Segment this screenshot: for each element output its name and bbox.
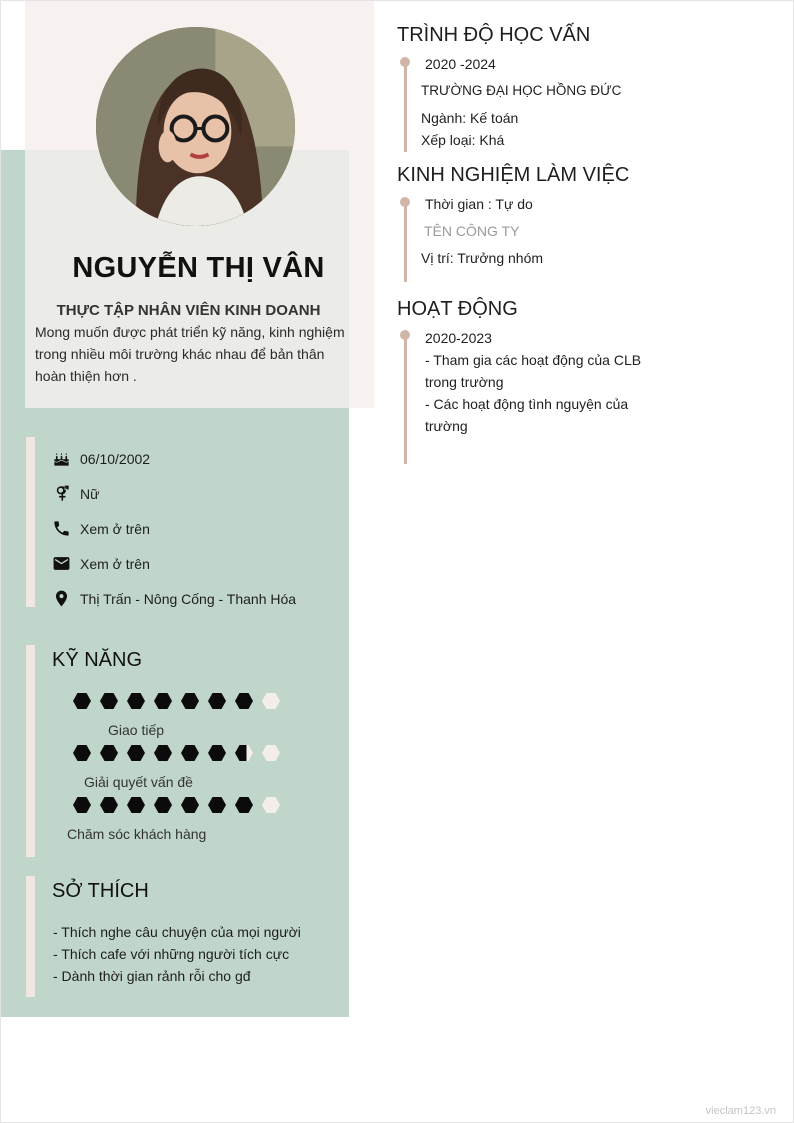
location-pin-icon [50, 588, 72, 610]
education-heading: TRÌNH ĐỘ HỌC VẤN [397, 24, 591, 46]
skill-level-hex [100, 693, 118, 709]
skill-level-hex [73, 693, 91, 709]
skills-accent-bar [26, 645, 35, 857]
education-grade: Xếp loại: Khá [421, 132, 505, 148]
skill-level-hex [73, 797, 91, 813]
email-icon [50, 553, 72, 575]
skill-level-hex [100, 745, 118, 761]
skill-level-hex [181, 797, 199, 813]
hobbies-accent-bar [26, 876, 35, 997]
watermark: vieclam123.vn [705, 1105, 776, 1117]
skill-level-hex [262, 797, 280, 813]
activities-timeline-dot [400, 330, 410, 340]
hobby-item: - Thích cafe với những người tích cực [53, 946, 290, 962]
hobby-item: - Thích nghe câu chuyện của mọi người [53, 924, 301, 940]
skill-level-hex [73, 745, 91, 761]
skill-level-hex [100, 797, 118, 813]
skill-level-hex [235, 693, 253, 709]
skill-level-hex [154, 745, 172, 761]
skill-rating-communication [73, 693, 280, 709]
skills-heading: KỸ NĂNG [52, 649, 143, 671]
activities-period: 2020-2023 [425, 330, 492, 346]
skill-level-hex [127, 693, 145, 709]
activities-heading: HOẠT ĐỘNG [397, 298, 518, 320]
activity-item: - Tham gia các hoạt động của CLB trong trường [425, 352, 642, 390]
gender-value: Nữ [80, 485, 100, 502]
contact-item-birthday [50, 441, 340, 476]
skill-level-hex [208, 797, 226, 813]
activity-item: - Các hoạt động tình nguyện của trường [425, 396, 629, 434]
contact-item-gender [50, 476, 340, 511]
skill-level-hex [154, 797, 172, 813]
experience-heading: KINH NGHIỆM LÀM VIỆC [397, 164, 630, 186]
career-objective: Mong muốn được phát triển kỹ năng, kinh nghiệm trong nhiều môi trường khác nhau để bản thân hoàn thiện hơn . [35, 324, 345, 384]
contact-item-phone [50, 511, 340, 546]
avatar-photo [96, 27, 295, 226]
contact-item-email [50, 546, 340, 581]
skill-level-hex [127, 745, 145, 761]
contact-accent-bar [26, 437, 35, 607]
contact-list [50, 441, 340, 616]
experience-timeline [404, 200, 407, 282]
education-period: 2020 -2024 [425, 56, 496, 72]
skill-level-hex [181, 745, 199, 761]
education-major: Ngành: Kế toán [421, 110, 519, 126]
phone-icon [50, 518, 72, 540]
birthday-value: 06/10/2002 [80, 450, 151, 467]
skill-level-hex [181, 693, 199, 709]
skill-level-hex [154, 693, 172, 709]
skill-rating-customer-care [73, 797, 280, 813]
education-school: TRƯỜNG ĐẠI HỌC HỒNG ĐỨC [421, 83, 622, 98]
experience-timeline-dot [400, 197, 410, 207]
skill-level-hex [208, 693, 226, 709]
education-timeline-dot [400, 57, 410, 67]
skill-level-hex [262, 693, 280, 709]
skill-level-hex [235, 745, 253, 761]
address-value: Thị Trấn - Nông Cống - Thanh Hóa [80, 590, 297, 607]
gender-icon [50, 483, 72, 505]
skill-name-problem-solving: Giải quyết vấn đề [84, 774, 193, 790]
skill-level-hex [235, 797, 253, 813]
skill-name-communication: Giao tiếp [108, 722, 165, 738]
skill-name-customer-care: Chăm sóc khách hàng [67, 826, 207, 842]
contact-item-address [50, 581, 340, 616]
skill-level-hex [127, 797, 145, 813]
hobby-item: - Dành thời gian rảnh rỗi cho gđ [53, 968, 251, 984]
experience-company: TÊN CÔNG TY [424, 223, 520, 239]
email-value: Xem ở trên [80, 555, 150, 572]
skill-rating-problem-solving [73, 745, 280, 761]
avatar [96, 27, 295, 226]
hobbies-list [53, 921, 343, 987]
skill-level-hex [208, 745, 226, 761]
experience-position: Vị trí: Trưởng nhóm [421, 250, 544, 266]
birthday-cake-icon [50, 448, 72, 470]
experience-period: Thời gian : Tự do [425, 196, 533, 212]
hobbies-heading: SỞ THÍCH [52, 880, 149, 902]
candidate-name: NGUYỄN THỊ VÂN [72, 252, 325, 284]
skill-level-hex [262, 745, 280, 761]
job-title: THỰC TẬP NHÂN VIÊN KINH DOANH [56, 302, 321, 319]
activities-timeline [404, 334, 407, 464]
phone-value: Xem ở trên [80, 520, 150, 537]
education-timeline [404, 60, 407, 152]
